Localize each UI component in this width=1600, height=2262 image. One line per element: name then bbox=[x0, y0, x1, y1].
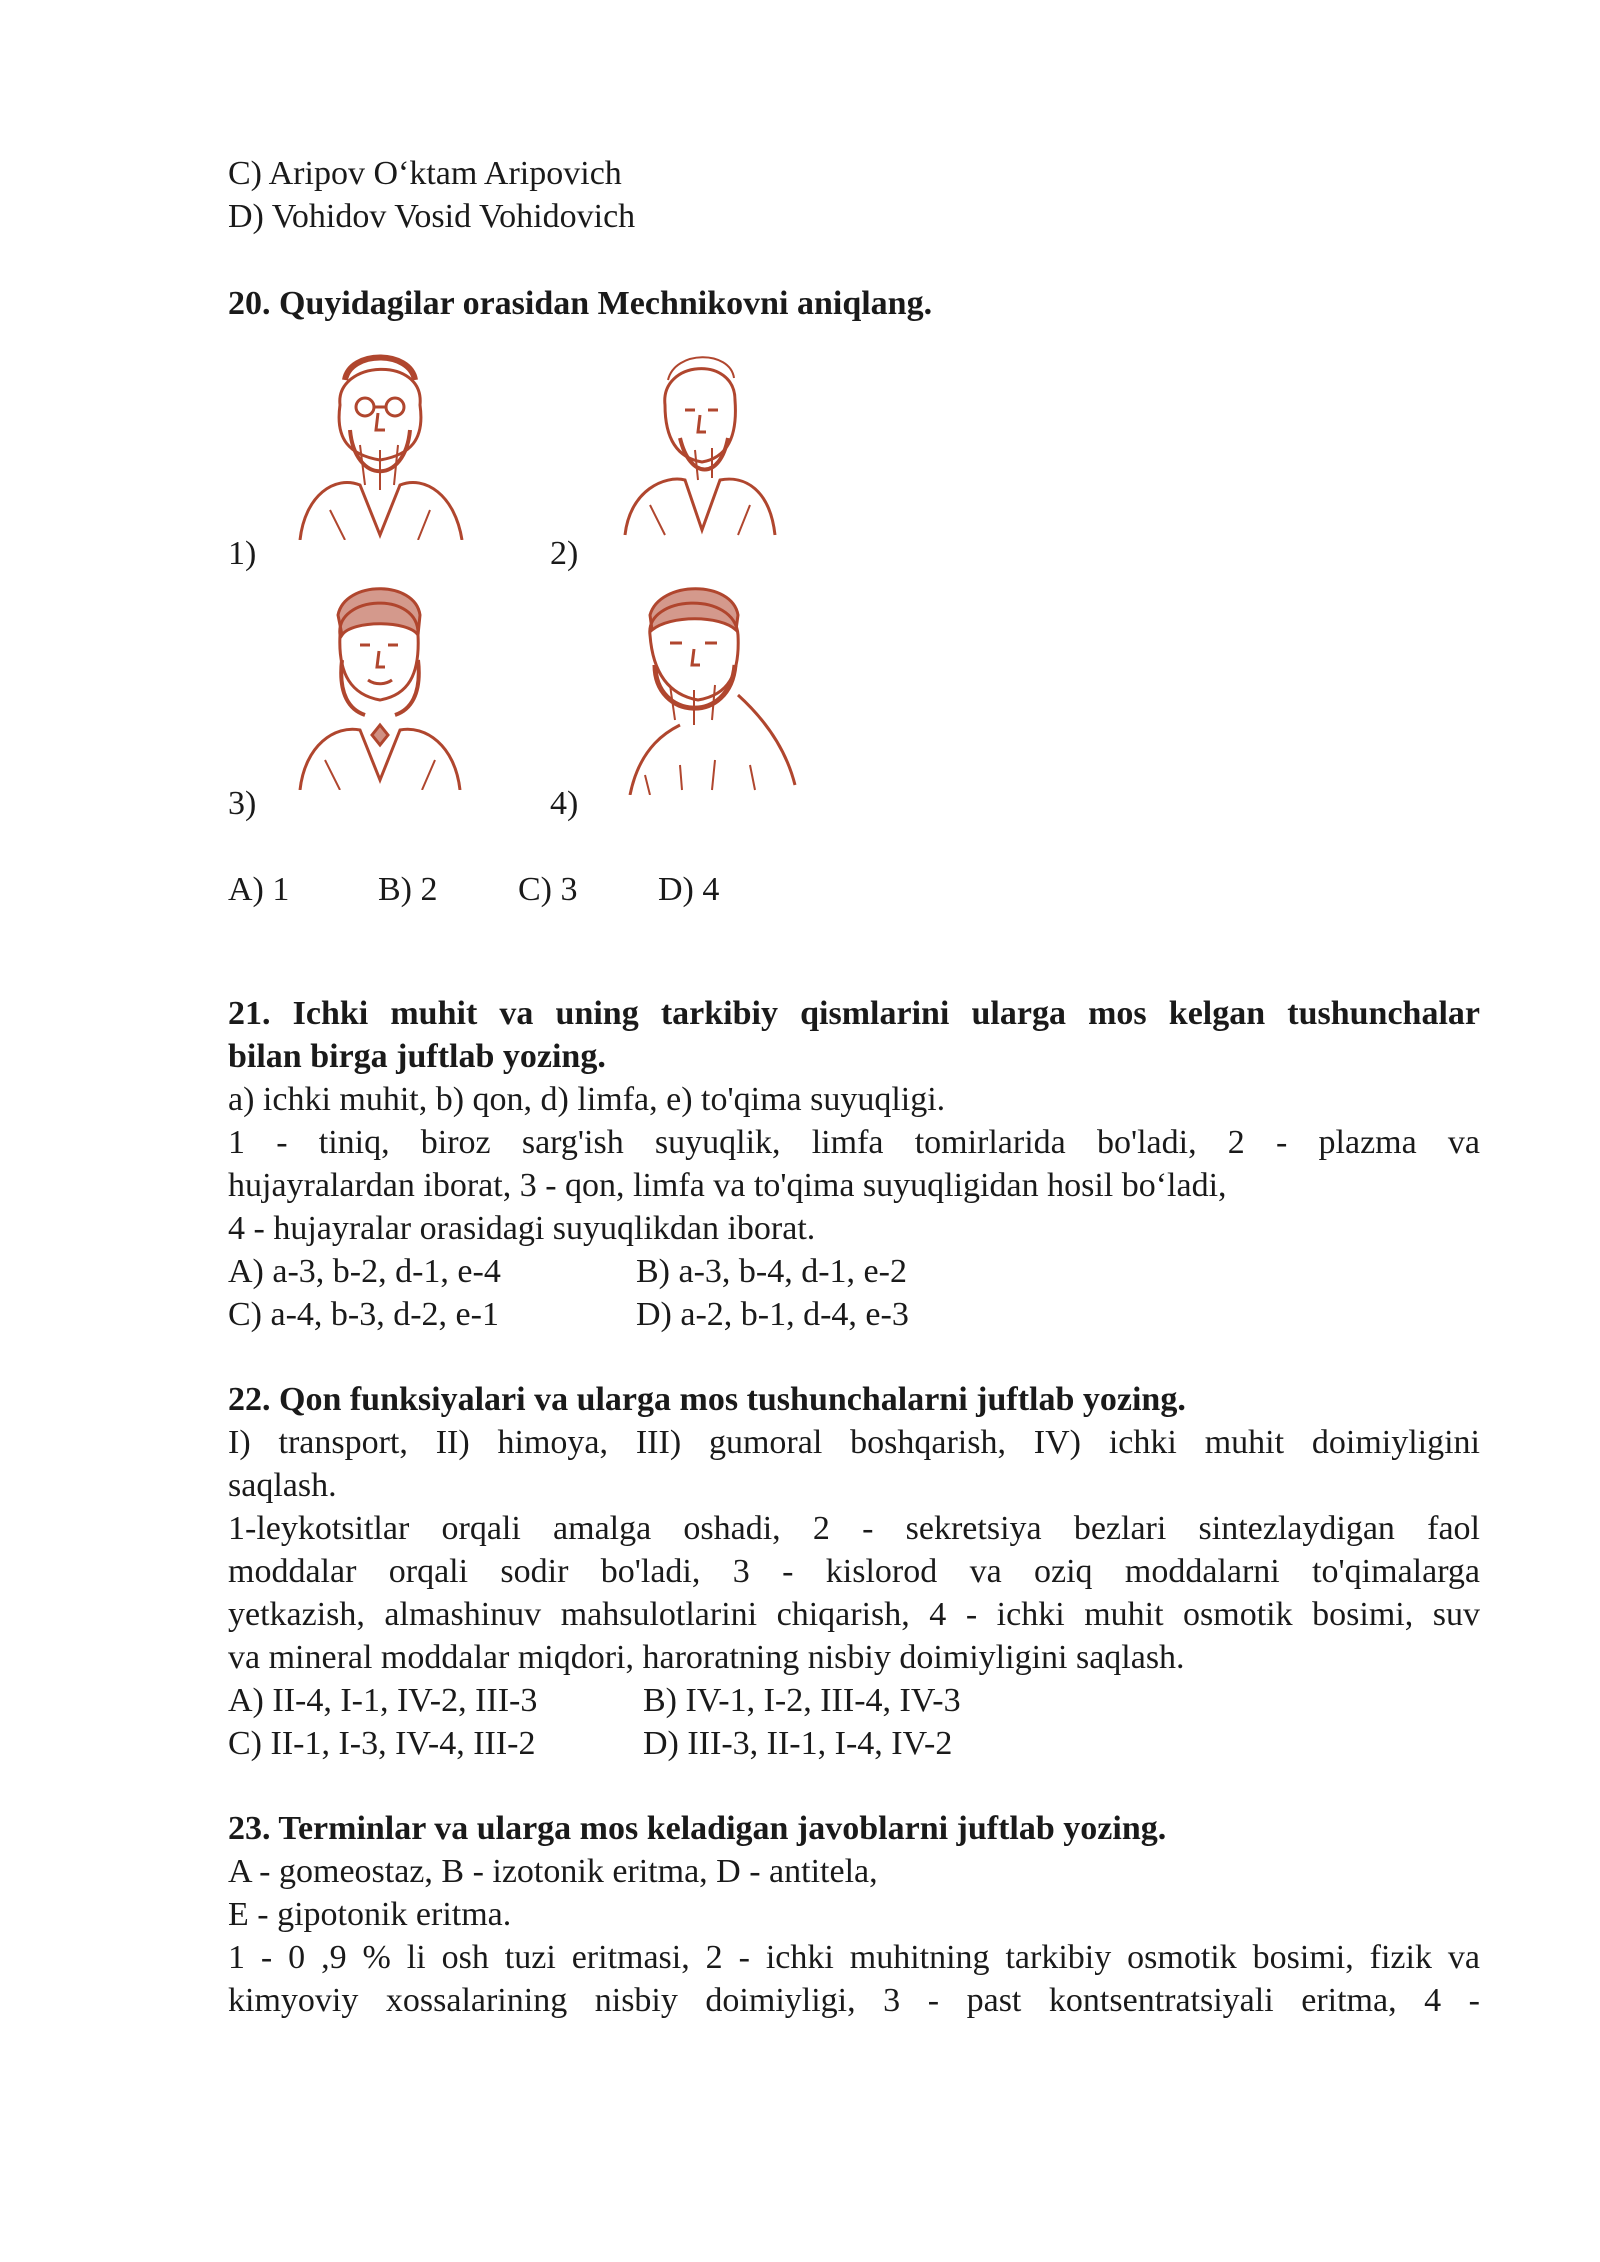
question-22-desc-line-4: va mineral moddalar miqdori, haroratning nisbiy doimiyligini saqlash. bbox=[228, 1639, 1185, 1676]
q21-option-c: C) a-4, b-3, d-2, e-1 bbox=[228, 1296, 499, 1333]
question-23-desc-line-2: kimyoviy xossalarining nisbiy doimiyligi, 3 - past kontsentratsiyali eritma, 4 - bbox=[228, 1982, 1480, 2019]
previous-question-options bbox=[228, 152, 1480, 238]
option-d: D) Vohidov Vosid Vohidovich bbox=[228, 198, 636, 235]
question-21-desc-line-3: 4 - hujayralar orasidagi suyuqlikdan iborat. bbox=[228, 1210, 816, 1247]
q20-answer-c: C) 3 bbox=[518, 871, 578, 908]
question-21-desc-line-2: hujayralardan iborat, 3 - qon, limfa va to'qima suyuqligidan hosil bo‘ladi, bbox=[228, 1167, 1227, 1204]
question-20-title-block bbox=[228, 282, 1480, 325]
q21-option-a: A) a-3, b-2, d-1, e-4 bbox=[228, 1253, 501, 1290]
q21-option-d: D) a-2, b-1, d-4, e-3 bbox=[636, 1296, 909, 1333]
question-23-title: 23. Terminlar va ularga mos keladigan javoblarni juftlab yozing. bbox=[228, 1810, 1167, 1847]
question-23 bbox=[228, 1807, 1480, 2022]
portrait-1-image bbox=[290, 335, 470, 540]
question-22-options bbox=[228, 1679, 1480, 1765]
portrait-3-label: 3) bbox=[228, 785, 257, 822]
portrait-2-image bbox=[620, 340, 780, 540]
portrait-4-label: 4) bbox=[550, 785, 579, 822]
question-23-desc-line-1: 1 - 0 ,9 % li osh tuzi eritmasi, 2 - ichki muhitning tarkibiy osmotik bosimi, fizik va bbox=[228, 1939, 1480, 1976]
question-22-desc-line-3: yetkazish, almashinuv mahsulotlarini chiqarish, 4 - ichki muhit osmotik bosimi, suv bbox=[228, 1596, 1480, 1633]
question-23-items-line-2: E - gipotonik eritma. bbox=[228, 1896, 512, 1933]
question-22-desc-line-1: 1-leykotsitlar orqali amalga oshadi, 2 - sekretsiya bezlari sintezlaydigan faol bbox=[228, 1510, 1480, 1547]
q22-option-d: D) III-3, II-1, I-4, IV-2 bbox=[643, 1725, 953, 1762]
question-22 bbox=[228, 1378, 1480, 1765]
question-21-title-line-1: 21. Ichki muhit va uning tarkibiy qismlarini ularga mos kelgan tushunchalar bbox=[228, 995, 1480, 1032]
question-20-title: 20. Quyidagilar orasidan Mechnikovni aniqlang. bbox=[228, 285, 933, 322]
question-21-title-line-2: bilan birga juftlab yozing. bbox=[228, 1038, 606, 1075]
q20-answer-d: D) 4 bbox=[658, 871, 720, 908]
option-c: C) Aripov O‘ktam Aripovich bbox=[228, 155, 622, 192]
portrait-4-image bbox=[620, 575, 800, 795]
q20-answer-a: A) 1 bbox=[228, 871, 290, 908]
question-21-options bbox=[228, 1250, 1480, 1336]
question-22-desc-line-2: moddalar orqali sodir bo'ladi, 3 - kislorod va oziq moddalarni to'qimalarga bbox=[228, 1553, 1480, 1590]
portrait-1-label: 1) bbox=[228, 535, 257, 572]
q22-option-a: A) II-4, I-1, IV-2, III-3 bbox=[228, 1682, 538, 1719]
question-22-items-line-2: saqlash. bbox=[228, 1467, 337, 1504]
q22-option-b: B) IV-1, I-2, III-4, IV-3 bbox=[643, 1682, 961, 1719]
question-22-title: 22. Qon funksiyalari va ularga mos tushunchalarni juftlab yozing. bbox=[228, 1381, 1186, 1418]
question-21-desc-line-1: 1 - tiniq, biroz sarg'ish suyuqlik, limfa tomirlarida bo'ladi, 2 - plazma va bbox=[228, 1124, 1480, 1161]
portrait-2-label: 2) bbox=[550, 535, 579, 572]
question-21-items: a) ichki muhit, b) qon, d) limfa, e) to'qima suyuqligi. bbox=[228, 1081, 946, 1118]
question-23-items-line-1: A - gomeostaz, B - izotonik eritma, D - antitela, bbox=[228, 1853, 878, 1890]
question-21 bbox=[228, 992, 1480, 1336]
q20-answer-b: B) 2 bbox=[378, 871, 438, 908]
portrait-3-image bbox=[290, 575, 470, 790]
q21-option-b: B) a-3, b-4, d-1, e-2 bbox=[636, 1253, 907, 1290]
question-22-items-line-1: I) transport, II) himoya, III) gumoral boshqarish, IV) ichki muhit doimiyligini bbox=[228, 1424, 1480, 1461]
q22-option-c: C) II-1, I-3, IV-4, III-2 bbox=[228, 1725, 536, 1762]
